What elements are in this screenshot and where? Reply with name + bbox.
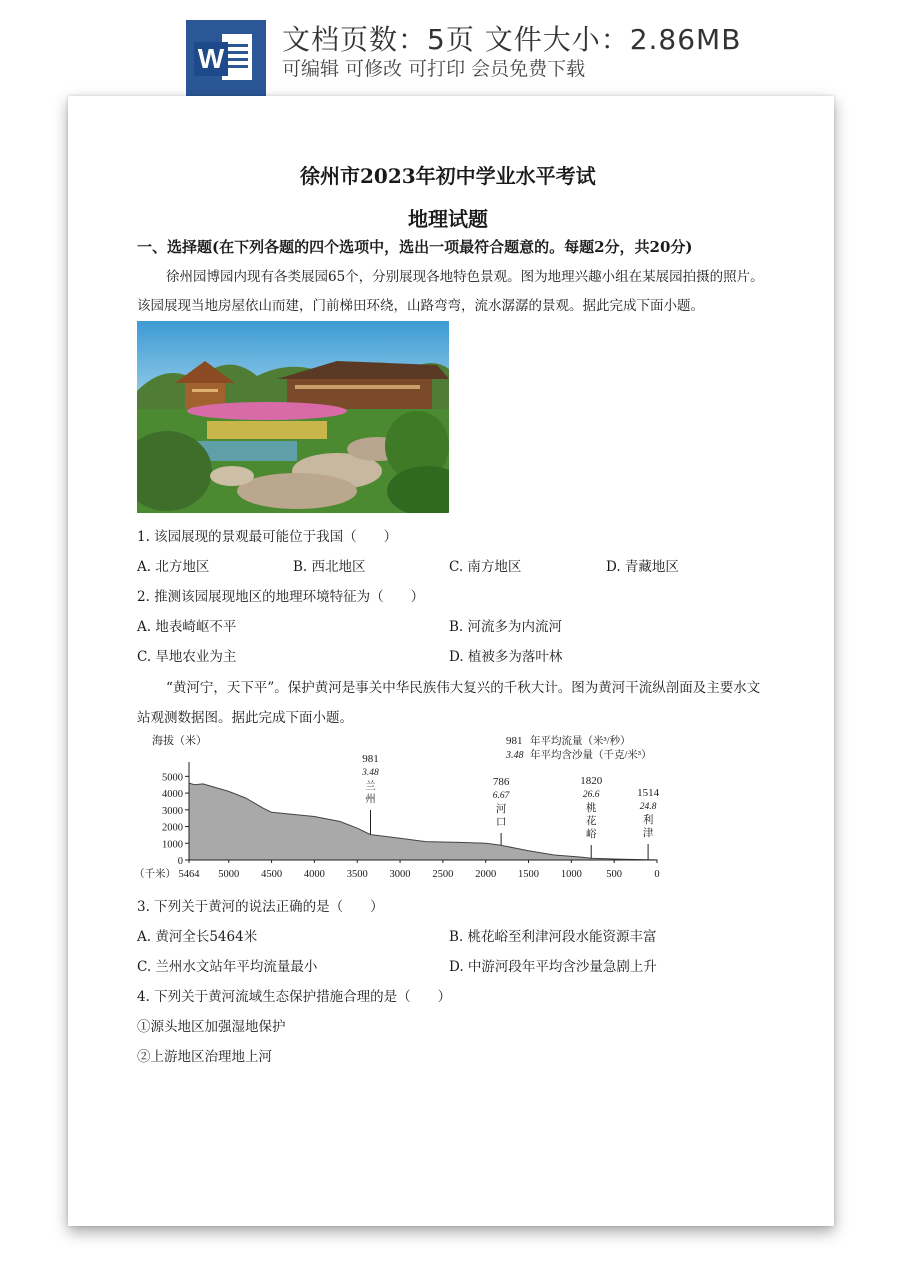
x-tick-label: 5000 xyxy=(218,869,240,880)
question-4-stem: 4. 下列关于黄河流域生态保护措施合理的是（ ） xyxy=(137,989,452,1005)
q3-option-b[interactable]: B. 桃花峪至利津河段水能资源丰富 xyxy=(449,929,657,945)
intro-paragraph-2-cont: 站观测数据图。据此完成下面小题。 xyxy=(137,710,353,726)
x-tick-label: 0 xyxy=(654,869,660,880)
station-name-char: 花 xyxy=(585,816,597,827)
legend-flow-label: 年平均流量（米³/秒） xyxy=(530,736,631,747)
station-sediment-value: 26.6 xyxy=(582,790,600,800)
station-name-char: 兰 xyxy=(365,781,376,792)
station-name-char: 峪 xyxy=(585,829,597,840)
y-tick-label: 5000 xyxy=(162,772,183,784)
q4-statement-1: ①源头地区加强湿地保护 xyxy=(137,1019,286,1035)
word-letter: W xyxy=(194,42,228,76)
station-name-char: 利 xyxy=(642,815,654,826)
q2-option-a[interactable]: A. 地表崎岖不平 xyxy=(137,619,237,635)
x-axis-unit: （千米） xyxy=(134,869,176,880)
section-heading: 一、选择题(在下列各题的四个选项中，选出一项最符合题意的。每题2分，共20分) xyxy=(137,238,693,256)
station-flow-value: 786 xyxy=(492,776,510,788)
x-tick-label: 3000 xyxy=(389,869,411,880)
station-flow-value: 1820 xyxy=(580,775,603,787)
yellow-river-profile-chart xyxy=(134,730,674,885)
exam-subtitle: 地理试题 xyxy=(408,207,488,231)
q1-option-b[interactable]: B. 西北地区 xyxy=(293,559,366,575)
x-tick-label: 2500 xyxy=(432,869,454,880)
word-document-icon xyxy=(186,20,266,96)
q1-option-a[interactable]: A. 北方地区 xyxy=(137,559,210,575)
station-name-char: 州 xyxy=(365,794,376,805)
q3-option-d[interactable]: D. 中游河段年平均含沙量急剧上升 xyxy=(449,959,657,975)
x-tick-label: 4500 xyxy=(261,869,283,880)
legend-flow-value: 981 xyxy=(506,735,523,747)
q3-option-a[interactable]: A. 黄河全长5464米 xyxy=(137,929,258,945)
question-1-stem: 1. 该园展现的景观最可能位于我国（ ） xyxy=(137,529,398,545)
x-tick-label: 2000 xyxy=(475,869,497,880)
x-tick-label: 4000 xyxy=(303,869,325,880)
station-name-char: 河 xyxy=(495,804,507,815)
q1-option-c[interactable]: C. 南方地区 xyxy=(449,559,522,575)
y-tick-label: 2000 xyxy=(162,822,183,834)
station-name-char: 桃 xyxy=(585,803,597,814)
y-tick-label: 3000 xyxy=(162,805,183,817)
station-name-char: 津 xyxy=(642,828,654,839)
station-sediment-value: 24.8 xyxy=(639,802,657,812)
question-2-stem: 2. 推测该园展现地区的地理环境特征为（ ） xyxy=(137,589,425,605)
y-axis-label: 海拔（米） xyxy=(152,735,207,747)
x-tick-label: 3500 xyxy=(346,869,368,880)
station-flow-value: 1514 xyxy=(637,787,660,799)
station-sediment-value: 3.48 xyxy=(362,768,379,778)
q4-statement-2: ②上游地区治理地上河 xyxy=(137,1049,272,1065)
q2-option-c[interactable]: C. 旱地农业为主 xyxy=(137,649,237,665)
garden-photo xyxy=(137,321,449,513)
x-tick-label: 1000 xyxy=(560,869,582,880)
q1-option-d[interactable]: D. 青藏地区 xyxy=(606,559,679,575)
legend-sediment-value: 3.48 xyxy=(506,750,524,761)
x-tick-label: 1500 xyxy=(518,869,540,880)
intro-paragraph-1-cont: 该园展现当地房屋依山而建，门前梯田环绕，山路弯弯，流水潺潺的景观。据此完成下面小题。 xyxy=(137,298,704,314)
y-tick-label: 4000 xyxy=(162,789,183,801)
station-sediment-value: 6.67 xyxy=(492,791,510,801)
y-tick-label: 0 xyxy=(177,856,183,867)
exam-title: 徐州市2023年初中学业水平考试 xyxy=(300,164,596,188)
q3-option-c[interactable]: C. 兰州水文站年平均流量最小 xyxy=(137,959,318,975)
q2-option-b[interactable]: B. 河流多为内流河 xyxy=(449,619,563,635)
intro-paragraph-2: “黄河宁，天下平”。保护黄河是事关中华民族伟大复兴的千秋大计。图为黄河干流纵剖面及主要水文 xyxy=(166,680,761,696)
q2-option-d[interactable]: D. 植被多为落叶林 xyxy=(449,649,563,665)
x-tick-label: 5464 xyxy=(178,869,200,880)
y-tick-label: 1000 xyxy=(162,839,183,851)
legend-sediment-label: 年平均含沙量（千克/米³） xyxy=(530,750,652,761)
banner-title: 文档页数：5页 文件大小：2.86MB xyxy=(282,23,742,56)
question-3-stem: 3. 下列关于黄河的说法正确的是（ ） xyxy=(137,899,384,915)
x-tick-label: 500 xyxy=(606,869,623,880)
station-name-char: 口 xyxy=(495,817,507,828)
intro-paragraph-1: 徐州园博园内现有各类展园65个，分别展现各地特色景观。图为地理兴趣小组在某展园拍摄的照片。 xyxy=(166,269,764,285)
download-banner xyxy=(0,0,900,96)
station-flow-value: 981 xyxy=(362,753,379,765)
banner-subtitle: 可编辑 可修改 可打印 会员免费下载 xyxy=(282,58,586,80)
